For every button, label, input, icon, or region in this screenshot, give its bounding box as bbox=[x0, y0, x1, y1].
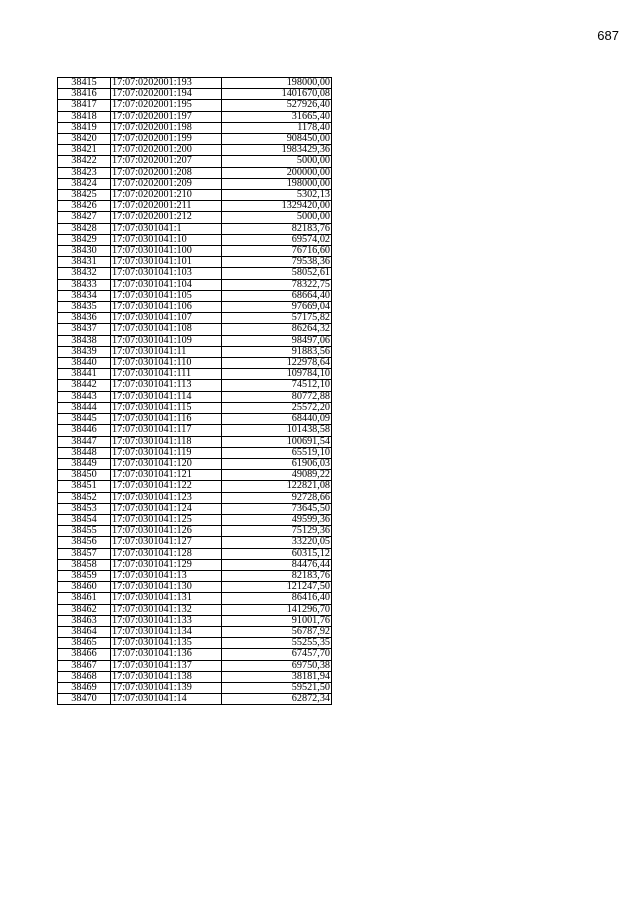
cadastral-number-cell: 17:07:0301041:120 bbox=[111, 458, 222, 469]
value-cell: 57175,82 bbox=[222, 313, 332, 324]
value-cell: 100691,54 bbox=[222, 436, 332, 447]
table-row bbox=[58, 335, 332, 346]
cadastral-number-cell: 17:07:0301041:127 bbox=[111, 537, 222, 548]
table-row bbox=[58, 380, 332, 391]
table-row bbox=[58, 178, 332, 189]
value-cell: 80772,88 bbox=[222, 391, 332, 402]
table-row bbox=[58, 626, 332, 637]
row-number-cell: 38425 bbox=[58, 190, 111, 201]
table-row bbox=[58, 246, 332, 257]
row-number-cell: 38418 bbox=[58, 111, 111, 122]
row-number-cell: 38466 bbox=[58, 649, 111, 660]
row-number-cell: 38452 bbox=[58, 492, 111, 503]
table-row bbox=[58, 134, 332, 145]
table-row bbox=[58, 234, 332, 245]
row-number-cell: 38427 bbox=[58, 212, 111, 223]
value-cell: 527926,40 bbox=[222, 100, 332, 111]
table-row bbox=[58, 582, 332, 593]
row-number-cell: 38417 bbox=[58, 100, 111, 111]
value-cell: 109784,10 bbox=[222, 369, 332, 380]
cadastral-number-cell: 17:07:0202001:208 bbox=[111, 167, 222, 178]
page-number: 687 bbox=[597, 28, 619, 43]
row-number-cell: 38464 bbox=[58, 626, 111, 637]
row-number-cell: 38459 bbox=[58, 570, 111, 581]
row-number-cell: 38441 bbox=[58, 369, 111, 380]
row-number-cell: 38467 bbox=[58, 660, 111, 671]
table-row bbox=[58, 324, 332, 335]
table-row bbox=[58, 514, 332, 525]
table-row bbox=[58, 290, 332, 301]
cadastral-number-cell: 17:07:0301041:105 bbox=[111, 290, 222, 301]
row-number-cell: 38443 bbox=[58, 391, 111, 402]
row-number-cell: 38430 bbox=[58, 246, 111, 257]
cadastral-number-cell: 17:07:0301041:139 bbox=[111, 682, 222, 693]
cadastral-number-cell: 17:07:0301041:114 bbox=[111, 391, 222, 402]
row-number-cell: 38450 bbox=[58, 470, 111, 481]
value-cell: 1983429,36 bbox=[222, 145, 332, 156]
table-row bbox=[58, 156, 332, 167]
value-cell: 97669,04 bbox=[222, 302, 332, 313]
value-cell: 31665,40 bbox=[222, 111, 332, 122]
value-cell: 198000,00 bbox=[222, 78, 332, 89]
value-cell: 68440,09 bbox=[222, 414, 332, 425]
cadastral-number-cell: 17:07:0301041:134 bbox=[111, 626, 222, 637]
row-number-cell: 38437 bbox=[58, 324, 111, 335]
cadastral-number-cell: 17:07:0301041:135 bbox=[111, 638, 222, 649]
row-number-cell: 38439 bbox=[58, 346, 111, 357]
value-cell: 122978,64 bbox=[222, 358, 332, 369]
cadastral-number-cell: 17:07:0301041:138 bbox=[111, 671, 222, 682]
cadastral-number-cell: 17:07:0301041:128 bbox=[111, 548, 222, 559]
cadastral-number-cell: 17:07:0202001:200 bbox=[111, 145, 222, 156]
cadastral-number-cell: 17:07:0301041:136 bbox=[111, 649, 222, 660]
value-cell: 5000,00 bbox=[222, 156, 332, 167]
table-row bbox=[58, 593, 332, 604]
row-number-cell: 38453 bbox=[58, 503, 111, 514]
table-row bbox=[58, 559, 332, 570]
row-number-cell: 38422 bbox=[58, 156, 111, 167]
table-row bbox=[58, 145, 332, 156]
value-cell: 82183,76 bbox=[222, 570, 332, 581]
value-cell: 67457,70 bbox=[222, 649, 332, 660]
row-number-cell: 38415 bbox=[58, 78, 111, 89]
value-cell: 56787,92 bbox=[222, 626, 332, 637]
value-cell: 1178,40 bbox=[222, 122, 332, 133]
value-cell: 101438,58 bbox=[222, 425, 332, 436]
value-cell: 61906,03 bbox=[222, 458, 332, 469]
cadastral-number-cell: 17:07:0301041:123 bbox=[111, 492, 222, 503]
table-row bbox=[58, 167, 332, 178]
row-number-cell: 38436 bbox=[58, 313, 111, 324]
table-row bbox=[58, 268, 332, 279]
cadastral-number-cell: 17:07:0301041:111 bbox=[111, 369, 222, 380]
row-number-cell: 38462 bbox=[58, 604, 111, 615]
value-cell: 78322,75 bbox=[222, 279, 332, 290]
row-number-cell: 38435 bbox=[58, 302, 111, 313]
value-cell: 68664,40 bbox=[222, 290, 332, 301]
value-cell: 75129,36 bbox=[222, 526, 332, 537]
cadastral-number-cell: 17:07:0301041:108 bbox=[111, 324, 222, 335]
table-body bbox=[58, 78, 332, 705]
table-row bbox=[58, 503, 332, 514]
value-cell: 60315,12 bbox=[222, 548, 332, 559]
row-number-cell: 38434 bbox=[58, 290, 111, 301]
cadastral-number-cell: 17:07:0202001:198 bbox=[111, 122, 222, 133]
table-row bbox=[58, 212, 332, 223]
row-number-cell: 38463 bbox=[58, 615, 111, 626]
table-row bbox=[58, 313, 332, 324]
row-number-cell: 38455 bbox=[58, 526, 111, 537]
row-number-cell: 38442 bbox=[58, 380, 111, 391]
table-row bbox=[58, 694, 332, 705]
table-row bbox=[58, 201, 332, 212]
table-row bbox=[58, 346, 332, 357]
value-cell: 79538,36 bbox=[222, 257, 332, 268]
table-row bbox=[58, 223, 332, 234]
cadastral-number-cell: 17:07:0202001:197 bbox=[111, 111, 222, 122]
value-cell: 86264,32 bbox=[222, 324, 332, 335]
cadastral-number-cell: 17:07:0301041:100 bbox=[111, 246, 222, 257]
row-number-cell: 38468 bbox=[58, 671, 111, 682]
table-row bbox=[58, 615, 332, 626]
cadastral-number-cell: 17:07:0301041:133 bbox=[111, 615, 222, 626]
cadastral-number-cell: 17:07:0202001:207 bbox=[111, 156, 222, 167]
value-cell: 198000,00 bbox=[222, 178, 332, 189]
row-number-cell: 38449 bbox=[58, 458, 111, 469]
cadastral-number-cell: 17:07:0301041:116 bbox=[111, 414, 222, 425]
value-cell: 200000,00 bbox=[222, 167, 332, 178]
cadastral-value-table bbox=[57, 77, 332, 705]
cadastral-number-cell: 17:07:0301041:119 bbox=[111, 447, 222, 458]
cadastral-number-cell: 17:07:0301041:115 bbox=[111, 402, 222, 413]
table-row bbox=[58, 548, 332, 559]
value-cell: 5000,00 bbox=[222, 212, 332, 223]
row-number-cell: 38454 bbox=[58, 514, 111, 525]
table-row bbox=[58, 279, 332, 290]
row-number-cell: 38433 bbox=[58, 279, 111, 290]
value-cell: 84476,44 bbox=[222, 559, 332, 570]
table-row bbox=[58, 190, 332, 201]
cadastral-number-cell: 17:07:0301041:101 bbox=[111, 257, 222, 268]
row-number-cell: 38444 bbox=[58, 402, 111, 413]
value-cell: 62872,34 bbox=[222, 694, 332, 705]
table-row bbox=[58, 436, 332, 447]
value-cell: 91001,76 bbox=[222, 615, 332, 626]
table-row bbox=[58, 649, 332, 660]
value-cell: 69574,02 bbox=[222, 234, 332, 245]
value-cell: 33220,05 bbox=[222, 537, 332, 548]
row-number-cell: 38431 bbox=[58, 257, 111, 268]
value-cell: 49089,22 bbox=[222, 470, 332, 481]
value-cell: 86416,40 bbox=[222, 593, 332, 604]
cadastral-number-cell: 17:07:0301041:14 bbox=[111, 694, 222, 705]
row-number-cell: 38457 bbox=[58, 548, 111, 559]
row-number-cell: 38445 bbox=[58, 414, 111, 425]
value-cell: 1329420,00 bbox=[222, 201, 332, 212]
cadastral-number-cell: 17:07:0202001:211 bbox=[111, 201, 222, 212]
row-number-cell: 38424 bbox=[58, 178, 111, 189]
value-cell: 5302,13 bbox=[222, 190, 332, 201]
table-row bbox=[58, 570, 332, 581]
table-row bbox=[58, 369, 332, 380]
row-number-cell: 38428 bbox=[58, 223, 111, 234]
cadastral-number-cell: 17:07:0301041:132 bbox=[111, 604, 222, 615]
table-row bbox=[58, 470, 332, 481]
table-row bbox=[58, 481, 332, 492]
cadastral-number-cell: 17:07:0202001:199 bbox=[111, 134, 222, 145]
row-number-cell: 38416 bbox=[58, 89, 111, 100]
table-row bbox=[58, 122, 332, 133]
table-row bbox=[58, 447, 332, 458]
value-cell: 92728,66 bbox=[222, 492, 332, 503]
table-row bbox=[58, 111, 332, 122]
table-row bbox=[58, 89, 332, 100]
value-cell: 69750,38 bbox=[222, 660, 332, 671]
row-number-cell: 38421 bbox=[58, 145, 111, 156]
value-cell: 98497,06 bbox=[222, 335, 332, 346]
cadastral-number-cell: 17:07:0301041:1 bbox=[111, 223, 222, 234]
cadastral-number-cell: 17:07:0301041:125 bbox=[111, 514, 222, 525]
row-number-cell: 38426 bbox=[58, 201, 111, 212]
value-cell: 59521,50 bbox=[222, 682, 332, 693]
cadastral-number-cell: 17:07:0301041:117 bbox=[111, 425, 222, 436]
cadastral-number-cell: 17:07:0202001:194 bbox=[111, 89, 222, 100]
value-cell: 65519,10 bbox=[222, 447, 332, 458]
cadastral-number-cell: 17:07:0301041:109 bbox=[111, 335, 222, 346]
row-number-cell: 38456 bbox=[58, 537, 111, 548]
value-cell: 38181,94 bbox=[222, 671, 332, 682]
cadastral-number-cell: 17:07:0301041:122 bbox=[111, 481, 222, 492]
value-cell: 49599,36 bbox=[222, 514, 332, 525]
table-row bbox=[58, 537, 332, 548]
cadastral-number-cell: 17:07:0202001:210 bbox=[111, 190, 222, 201]
row-number-cell: 38432 bbox=[58, 268, 111, 279]
row-number-cell: 38429 bbox=[58, 234, 111, 245]
cadastral-number-cell: 17:07:0301041:107 bbox=[111, 313, 222, 324]
table-row bbox=[58, 425, 332, 436]
cadastral-number-cell: 17:07:0301041:110 bbox=[111, 358, 222, 369]
value-cell: 121247,50 bbox=[222, 582, 332, 593]
value-cell: 122821,08 bbox=[222, 481, 332, 492]
value-cell: 82183,76 bbox=[222, 223, 332, 234]
row-number-cell: 38469 bbox=[58, 682, 111, 693]
table-row bbox=[58, 526, 332, 537]
table-row bbox=[58, 671, 332, 682]
row-number-cell: 38447 bbox=[58, 436, 111, 447]
row-number-cell: 38423 bbox=[58, 167, 111, 178]
cadastral-number-cell: 17:07:0301041:121 bbox=[111, 470, 222, 481]
table-row bbox=[58, 682, 332, 693]
cadastral-number-cell: 17:07:0301041:130 bbox=[111, 582, 222, 593]
cadastral-number-cell: 17:07:0301041:126 bbox=[111, 526, 222, 537]
table-row bbox=[58, 402, 332, 413]
cadastral-number-cell: 17:07:0301041:131 bbox=[111, 593, 222, 604]
value-cell: 908450,00 bbox=[222, 134, 332, 145]
table-row bbox=[58, 302, 332, 313]
table-row bbox=[58, 604, 332, 615]
value-cell: 1401670,08 bbox=[222, 89, 332, 100]
row-number-cell: 38451 bbox=[58, 481, 111, 492]
value-cell: 25572,20 bbox=[222, 402, 332, 413]
value-cell: 74512,10 bbox=[222, 380, 332, 391]
table-row bbox=[58, 78, 332, 89]
cadastral-number-cell: 17:07:0301041:113 bbox=[111, 380, 222, 391]
table-row bbox=[58, 660, 332, 671]
cadastral-number-cell: 17:07:0202001:209 bbox=[111, 178, 222, 189]
row-number-cell: 38440 bbox=[58, 358, 111, 369]
cadastral-number-cell: 17:07:0301041:10 bbox=[111, 234, 222, 245]
row-number-cell: 38458 bbox=[58, 559, 111, 570]
table-row bbox=[58, 257, 332, 268]
table-row bbox=[58, 391, 332, 402]
row-number-cell: 38420 bbox=[58, 134, 111, 145]
row-number-cell: 38448 bbox=[58, 447, 111, 458]
row-number-cell: 38446 bbox=[58, 425, 111, 436]
value-cell: 55255,35 bbox=[222, 638, 332, 649]
value-cell: 91883,56 bbox=[222, 346, 332, 357]
cadastral-number-cell: 17:07:0301041:11 bbox=[111, 346, 222, 357]
row-number-cell: 38461 bbox=[58, 593, 111, 604]
row-number-cell: 38460 bbox=[58, 582, 111, 593]
cadastral-number-cell: 17:07:0301041:124 bbox=[111, 503, 222, 514]
cadastral-number-cell: 17:07:0202001:212 bbox=[111, 212, 222, 223]
value-cell: 58052,61 bbox=[222, 268, 332, 279]
row-number-cell: 38465 bbox=[58, 638, 111, 649]
value-cell: 141296,70 bbox=[222, 604, 332, 615]
cadastral-number-cell: 17:07:0301041:118 bbox=[111, 436, 222, 447]
cadastral-number-cell: 17:07:0202001:195 bbox=[111, 100, 222, 111]
value-cell: 73645,50 bbox=[222, 503, 332, 514]
value-cell: 76716,60 bbox=[222, 246, 332, 257]
cadastral-number-cell: 17:07:0301041:106 bbox=[111, 302, 222, 313]
table-row bbox=[58, 358, 332, 369]
table-row bbox=[58, 414, 332, 425]
table-row bbox=[58, 100, 332, 111]
row-number-cell: 38470 bbox=[58, 694, 111, 705]
table-row bbox=[58, 638, 332, 649]
cadastral-number-cell: 17:07:0301041:129 bbox=[111, 559, 222, 570]
cadastral-number-cell: 17:07:0301041:137 bbox=[111, 660, 222, 671]
cadastral-number-cell: 17:07:0301041:13 bbox=[111, 570, 222, 581]
cadastral-number-cell: 17:07:0301041:103 bbox=[111, 268, 222, 279]
table-row bbox=[58, 492, 332, 503]
table-row bbox=[58, 458, 332, 469]
cadastral-number-cell: 17:07:0301041:104 bbox=[111, 279, 222, 290]
cadastral-number-cell: 17:07:0202001:193 bbox=[111, 78, 222, 89]
row-number-cell: 38438 bbox=[58, 335, 111, 346]
row-number-cell: 38419 bbox=[58, 122, 111, 133]
